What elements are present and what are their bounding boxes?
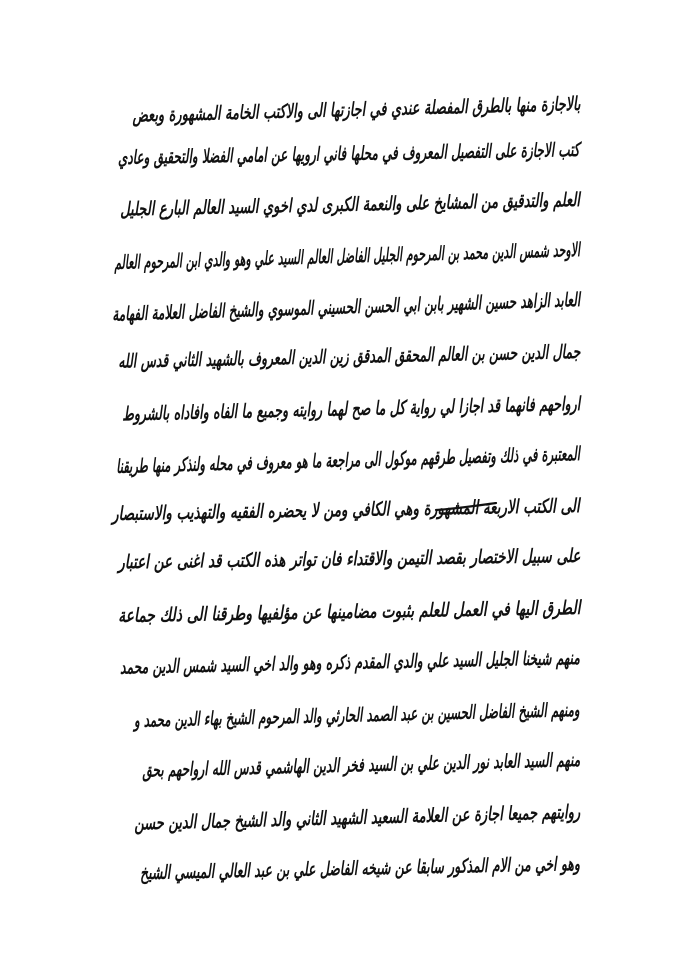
manuscript-line: منهم شيخنا الجليل السيد علي والدي المقدم ذكره وهو والد اخي السيد شمس الدين محمد — [119, 647, 581, 679]
manuscript-line: بالاجازة منها بالطرق المفصلة عندي في اجازتها الى والاكتب الخامة المشهورة وبعض — [131, 93, 581, 127]
ink-stroke-mark — [434, 502, 498, 512]
manuscript-line: روايتهم جميعا اجازة عن العلامة السعيد الشهيد الثاني والد الشيخ جمال الدين حسن — [133, 801, 581, 835]
manuscript-line: الاوحد شمس الدين محمد بن المرحوم الجليل الفاضل العالم السيد علي وهو والدي ابن المرحوم العالم — [113, 239, 581, 275]
manuscript-line: العلم والتدقيق من المشايخ على والنعمة الكبرى لدي اخوي السيد العالم البارع الجليل — [119, 189, 581, 221]
manuscript-line: الطرق اليها في العمل للعلم بثبوت مضامينها عن مؤلفيها وطرقنا الى ذلك جماعة — [117, 597, 581, 628]
manuscript-line: الى الكتب الاربعة المشهورة وهي الكافي ومن لا يحضره الفقيه والتهذيب والاستبصار — [112, 495, 581, 526]
manuscript-line: كتب الاجازة على التفصيل المعروف في محلها فاني ارويها عن امامي الفضلا والتحقيق وعادي — [118, 139, 581, 170]
manuscript-line: منهم السيد العابد نور الدين علي بن السيد فخر الدين الهاشمي قدس الله ارواحهم بحق — [141, 749, 581, 782]
manuscript-line: وهو اخي من الام المذكور سابقا عن شيخه الفاضل علي بن عبد العالي الميسي الشيخ — [139, 853, 581, 885]
manuscript-line: جمال الدين حسن بن العالم المحقق المدقق زين الدين المعروف بالشهيد الثاني قدس الله — [117, 341, 581, 373]
manuscript-text-block — [112, 82, 580, 912]
manuscript-line: المعتبرة في ذلك وتفصيل طرقهم موكول الى مراجعة ما هو معروف في محله ولنذكر منها طريقنا — [115, 443, 581, 478]
manuscript-line: على سبيل الاختصار بقصد التيمن والاقتداء فان تواتر هذه الكتب قد اغنى عن اعتبار — [117, 545, 581, 574]
manuscript-line: ومنهم الشيخ الفاضل الحسين بن عبد الصمد الحارثي والد المرحوم الشيخ بهاء الدين محمد و — [134, 699, 581, 732]
manuscript-line: العابد الزاهد حسين الشهير بابن ابي الحسن الحسيني الموسوي والشيخ الفاضل العلامة الفهامة — [111, 289, 581, 326]
manuscript-line: ارواحهم فانهما قد اجازا لي رواية كل ما صح لهما روايته وجميع ما الفاه وافاداه بالشروط — [121, 393, 581, 426]
